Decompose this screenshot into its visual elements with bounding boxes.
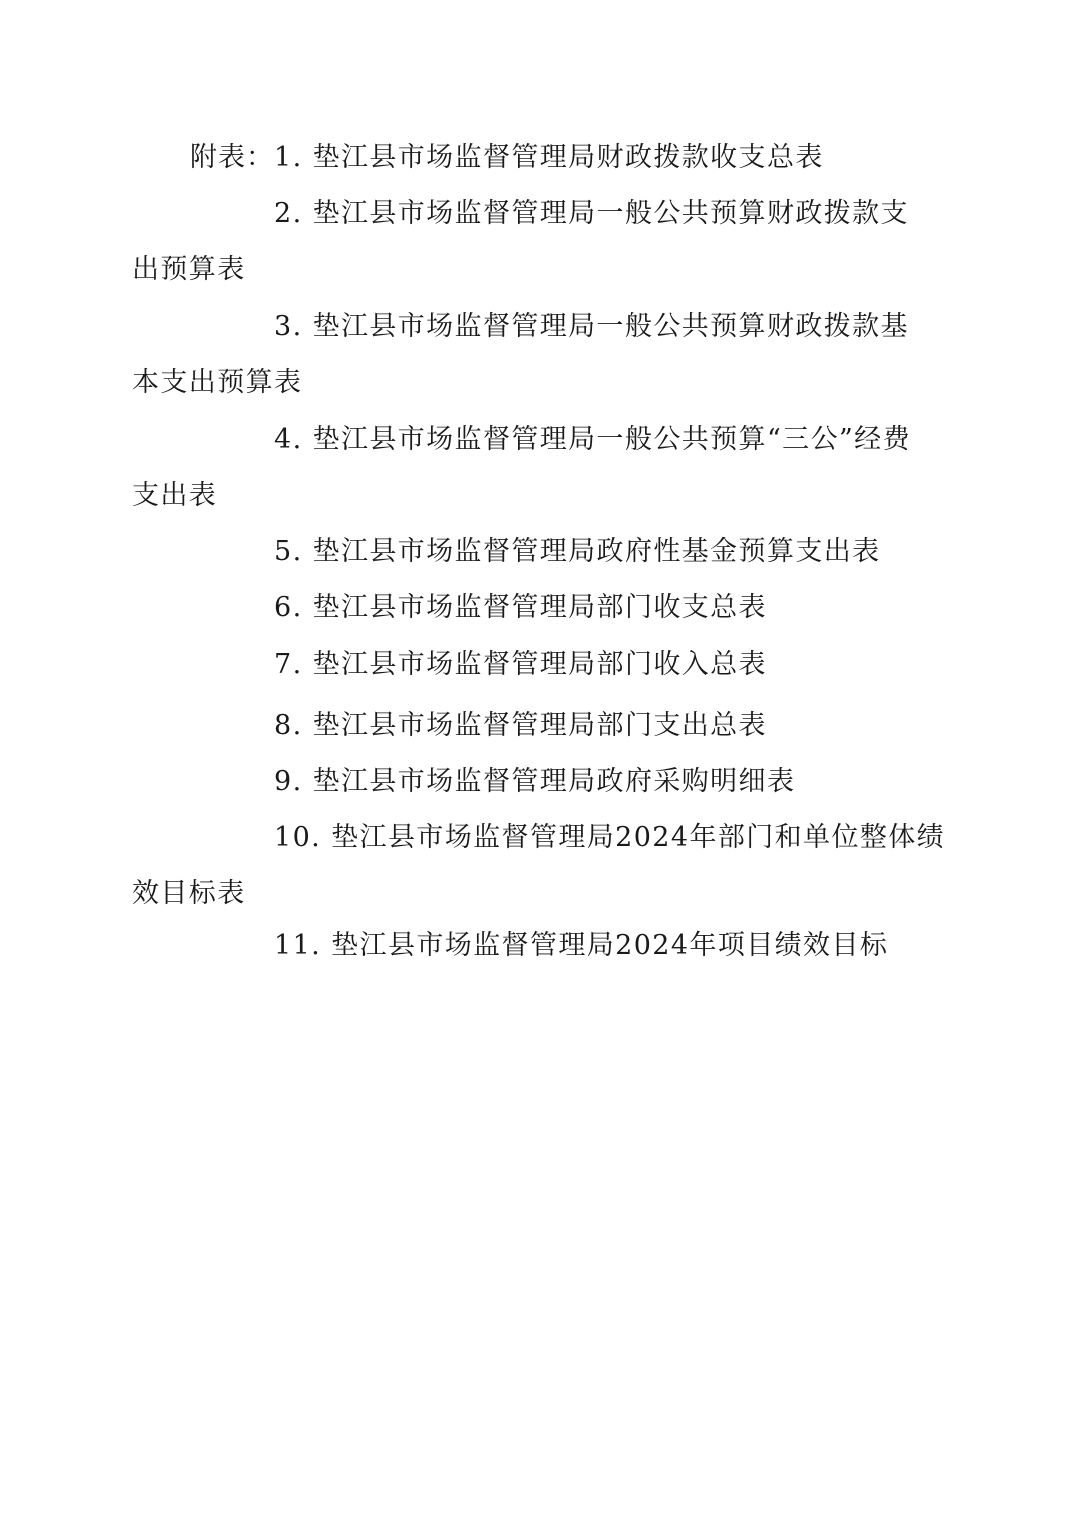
item-title: 垫江县市场监督管理局财政拨款收支总表: [312, 142, 824, 173]
item-number: 5.: [274, 536, 303, 567]
item-title: 垫江县市场监督管理局政府采购明细表: [312, 766, 796, 797]
item-title-continuation: 出预算表: [132, 254, 246, 285]
appendix-item-4: [274, 422, 911, 458]
item-number: 8.: [274, 710, 303, 741]
item-number: 7.: [274, 649, 303, 680]
appendix-item-5: [274, 534, 881, 570]
appendix-item-10: [274, 820, 945, 856]
appendix-prefix: 附表：: [190, 142, 274, 173]
appendix-item-7: [274, 647, 767, 683]
item-title-continuation: 效目标表: [132, 878, 246, 909]
item-title: 垫江县市场监督管理局部门收入总表: [312, 649, 767, 680]
item-title: 垫江县市场监督管理局一般公共预算财政拨款支: [312, 198, 909, 229]
item-title: 垫江县市场监督管理局2024年部门和单位整体绩: [331, 822, 946, 853]
item-title: 垫江县市场监督管理局部门收支总表: [312, 592, 767, 623]
item-number: 4.: [274, 424, 303, 455]
item-number: 6.: [274, 592, 303, 623]
item-title-continuation: 本支出预算表: [132, 367, 303, 398]
item-number: 9.: [274, 766, 303, 797]
appendix-item-11: [274, 928, 888, 964]
item-title: 垫江县市场监督管理局一般公共预算财政拨款基: [312, 311, 909, 342]
appendix-item-1: [190, 140, 824, 176]
item-title-continuation: 支出表: [132, 480, 218, 511]
appendix-item-2-continuation: [132, 252, 246, 288]
appendix-item-4-continuation: [132, 478, 217, 514]
item-number: 11.: [274, 930, 322, 961]
item-number: 2.: [274, 198, 303, 229]
appendix-item-2: [274, 196, 909, 232]
appendix-item-3-continuation: [132, 365, 302, 401]
item-number: 3.: [274, 311, 303, 342]
item-title: 垫江县市场监督管理局政府性基金预算支出表: [312, 536, 881, 567]
appendix-item-10-continuation: [132, 876, 246, 912]
item-title: 垫江县市场监督管理局2024年项目绩效目标: [331, 930, 889, 961]
item-number: 10.: [274, 822, 322, 853]
appendix-item-9: [274, 764, 795, 800]
item-title: 垫江县市场监督管理局部门支出总表: [312, 710, 767, 741]
appendix-item-3: [274, 309, 909, 345]
appendix-item-8: [274, 708, 767, 744]
appendix-item-6: [274, 590, 767, 626]
item-number: 1.: [274, 142, 303, 173]
item-title: 垫江县市场监督管理局一般公共预算“三公”经费: [312, 424, 911, 455]
